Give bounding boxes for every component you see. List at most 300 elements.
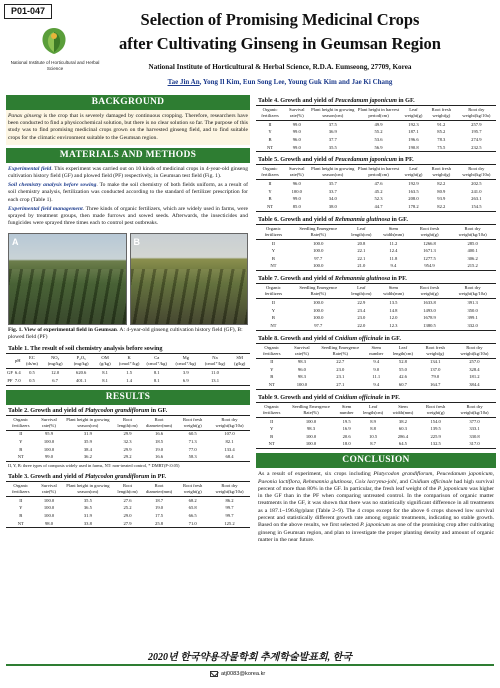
institute-logo-icon	[34, 24, 74, 58]
table-cell: 202.5	[471, 181, 482, 187]
table-6-title-species: Rehmannia glutinosa	[334, 215, 391, 223]
table-cell: GF	[7, 370, 13, 376]
table-cell: II	[271, 299, 275, 305]
column-header: Root diameter(mm)	[142, 415, 177, 430]
table-cell: 97.7	[291, 322, 346, 330]
table-row	[256, 196, 496, 204]
table-cell: 80.9	[437, 188, 446, 194]
table-cell: II	[271, 240, 275, 246]
background-heading: BACKGROUND	[6, 95, 250, 110]
table-cell: 100.0	[305, 418, 317, 424]
table-9-header-row	[256, 402, 496, 417]
table-cell: 11.2	[389, 240, 398, 246]
column-header: Na (cmol⁺/kg)	[201, 354, 230, 369]
column-header: Survival rate(%)	[284, 165, 310, 180]
table-cell: 0.5	[22, 377, 43, 385]
table-cell: 8.1	[102, 370, 108, 376]
table-cell: 23.0	[357, 315, 366, 321]
table-cell: 17.5	[155, 512, 164, 518]
table-cell: 71.3	[188, 439, 197, 445]
table-cell: 1.4	[116, 377, 143, 385]
table-cell: Y	[268, 188, 272, 194]
table-2-body	[6, 430, 250, 461]
table-row	[6, 520, 250, 528]
results-heading: RESULTS	[6, 390, 250, 405]
table-cell: 384.4	[453, 381, 496, 389]
table-cell: 257.0	[469, 359, 480, 365]
column-header: EC (ds/m)	[22, 354, 43, 369]
table-cell: 99.0	[36, 453, 63, 461]
table-cell: 34.0	[328, 196, 337, 202]
table-row	[256, 374, 496, 382]
column-header	[6, 354, 14, 369]
table-cell: 317.0	[453, 441, 496, 449]
column-header: Root fresh weight(g)	[176, 482, 209, 497]
table-cell: B	[268, 196, 272, 202]
conclusion-part-a: As a result of experiment, six crops including	[258, 471, 374, 478]
poster-title	[110, 8, 450, 56]
table-cell: 27.1	[316, 381, 364, 389]
table-cell: 263.1	[471, 196, 482, 202]
table-cell: 100.0	[43, 512, 55, 518]
column-header: Stem number	[335, 402, 359, 417]
table-row	[256, 307, 496, 315]
table-cell: 11.1	[372, 374, 381, 380]
table-cell: 49.9	[374, 121, 383, 127]
table-cell: 35.7	[328, 181, 337, 187]
table-cell: 98.0	[36, 520, 63, 528]
table-9-title	[256, 392, 496, 402]
table-9-grid	[256, 402, 496, 449]
table-7-title	[256, 273, 496, 283]
table-1-header-row	[6, 354, 250, 369]
table-cell: 1678.9	[423, 315, 436, 321]
column-header: Leaf length(cm)	[346, 284, 377, 299]
table-cell: 23.1	[336, 374, 345, 380]
table-row	[256, 381, 496, 389]
table-cell: 18.0	[335, 441, 359, 449]
table-cell: 100.0	[313, 299, 324, 305]
table-3-title-a: Table 3. Growth and yield of	[8, 473, 85, 480]
column-header: Survival rate(%)	[36, 482, 63, 497]
table-cell: 164.7	[418, 381, 453, 389]
table-5-title	[256, 154, 496, 164]
column-header: Ca (cmol⁺/kg)	[143, 354, 171, 369]
column-header: Stem width(mm)	[377, 284, 410, 299]
table-row	[256, 366, 496, 374]
column-header: Organic fertilizers	[256, 284, 291, 299]
table-6-header-row	[256, 224, 496, 239]
table-cell: NT	[256, 322, 291, 330]
table-cell: 99.0	[284, 144, 310, 152]
table-cell: 55.2	[374, 129, 383, 135]
table-cell: 328.4	[469, 366, 480, 372]
table-cell: 36.2	[62, 453, 113, 461]
conclusion-species-a: Platycodon grandiflorum, Peucedanum japonicum, Paeonia lactiflora, Rehmannia glutinosa, Coix lacryma-jobi	[258, 471, 495, 485]
table-5-grid	[256, 164, 496, 211]
table-9-title-a: Table 9. Growth and yield of	[258, 393, 335, 401]
table-cell: 7.0	[14, 377, 22, 385]
table-cell: Y	[269, 426, 274, 432]
table-5-body	[256, 180, 496, 211]
column-header: Stem number	[364, 343, 388, 358]
column-header: pH	[14, 354, 22, 369]
table-cell: 19.5	[342, 418, 351, 424]
table-cell: 85.0	[284, 203, 310, 211]
table-4-title-a: Table 4. Growth and yield of	[258, 97, 335, 104]
photo-label-a: A	[12, 237, 19, 248]
table-row	[6, 497, 250, 505]
table-row	[6, 446, 250, 454]
table-cell: 8.1	[153, 370, 160, 376]
table-cell: 29.9	[123, 446, 132, 452]
table-cell: 285.0	[467, 240, 478, 246]
table-cell: 33.7	[328, 188, 337, 194]
table-cell: 38.4	[83, 446, 92, 452]
table-cell: 3.9	[182, 370, 189, 376]
table-cell: 133.4	[224, 446, 235, 452]
table-cell: B	[270, 374, 274, 380]
table-5-title-species: Peucedanum japonicum	[334, 156, 397, 164]
table-cell: 82.2	[426, 203, 457, 211]
column-header: Root fresh weight(g)	[426, 165, 457, 180]
event-footer: 2020년 한국약용작물학회 추계학술발표회, 한국	[148, 652, 352, 663]
methods-paragraph-3	[8, 206, 248, 228]
methods-heading: MATERIALS AND METHODS	[6, 148, 250, 163]
table-cell: 306.2	[467, 255, 478, 261]
title-line-2: after Cultivating Ginseng in Geumsan Region	[119, 34, 441, 53]
column-header: Plant height in growing season(cm)	[310, 165, 357, 180]
table-cell: 107.0	[224, 431, 235, 437]
table-cell: NT	[256, 381, 288, 389]
column-header: Organic fertilizers	[256, 106, 284, 121]
column-header: Organic fertilizers	[6, 482, 36, 497]
column-header: Leaf weight(g)	[401, 165, 426, 180]
table-7-title-species: Rehmannia glutinosa	[334, 275, 391, 283]
table-row	[6, 512, 250, 520]
table-cell: 154.0	[430, 418, 441, 424]
column-header: Survival rate(%)	[36, 415, 63, 430]
column-header: Seedling Emergence Rate(%)	[287, 402, 334, 417]
contact-email[interactable]	[210, 671, 265, 677]
table-row	[256, 239, 496, 247]
column-header: Root dry weight(kg/10a)	[453, 402, 496, 417]
table-1-body	[6, 369, 250, 385]
table-cell: 11.8	[389, 255, 398, 261]
table-cell: 196.6	[408, 136, 419, 142]
table-cell: 6.7	[42, 377, 68, 385]
table-cell: 192.3	[408, 121, 419, 127]
table-cell: 22.7	[336, 359, 345, 365]
column-header: Root length(cm)	[113, 415, 141, 430]
column-header: SM (g/kg)	[229, 354, 250, 369]
table-cell: 85.2	[437, 129, 446, 135]
table-cell: II	[270, 359, 274, 365]
table-cell: 154.5	[457, 203, 496, 211]
table-7-header-row	[256, 284, 496, 299]
table-cell: 12.4	[389, 248, 398, 254]
table-5-header-row	[256, 165, 496, 180]
table-cell: 377.0	[469, 418, 480, 424]
table-row	[256, 425, 496, 433]
table-1-title: Table 1. The result of soil chemistry analysis before sowing	[8, 345, 163, 353]
table-row	[256, 358, 496, 366]
table-2	[6, 405, 250, 469]
table-row	[6, 377, 250, 385]
table-cell: 98.3	[306, 426, 315, 432]
table-cell: 181.2	[469, 374, 480, 380]
table-cell: II	[19, 431, 23, 437]
table-cell: 163.5	[408, 188, 419, 194]
table-row	[256, 144, 496, 152]
table-cell: 52.8	[398, 359, 407, 365]
table-cell: 99.0	[292, 121, 301, 127]
column-header: Root fresh weight(g)	[426, 106, 457, 121]
table-3-title-b: in PF.	[149, 473, 167, 480]
column-header: Plant height in harvest period(cm)	[356, 165, 401, 180]
table-cell: 96.0	[292, 136, 301, 142]
table-cell: 330.8	[469, 433, 480, 439]
methods-p1-body: . This experiment was carried out on 10 kinds of medicinal crops in 4-year-old ginseng cultivation history field (GF) and plowed field (PF) respectively, in Geumsan test field (Fig. 1).	[8, 165, 248, 180]
table-cell: 12.0	[51, 370, 60, 376]
table-3-header-row	[6, 482, 250, 497]
table-cell: 9.4	[377, 263, 410, 271]
conclusion-heading: CONCLUSION	[256, 453, 496, 468]
table-cell: 20.8	[357, 240, 366, 246]
column-header: Plant height in harvest period(cm)	[356, 106, 401, 121]
table-cell: 100.0	[291, 188, 302, 194]
table-4-grid	[256, 105, 496, 152]
table-cell: B	[268, 136, 272, 142]
table-cell: NT	[6, 520, 36, 528]
table-cell: 333.1	[469, 426, 480, 432]
table-cell: 29.0	[123, 512, 132, 518]
table-cell: 10.5	[369, 433, 378, 439]
table-cell: 16.9	[342, 426, 351, 432]
table-cell: 95.9	[44, 431, 54, 437]
column-header: NO₃ (mg/kg)	[42, 354, 68, 369]
table-row	[6, 438, 250, 446]
column-header: Root dry weight(kg/10a)	[449, 224, 496, 239]
table-cell: 35.5	[83, 497, 92, 503]
table-cell: 93.9	[437, 196, 446, 202]
table-cell: 391.3	[467, 299, 478, 305]
table-cell: 195.7	[471, 129, 482, 135]
table-cell: 65.8	[188, 505, 197, 511]
table-cell: 6.9	[171, 377, 201, 385]
column-header: Seedling Emergence Rate(%)	[291, 284, 346, 299]
column-header: Plant height in growing season(cm)	[62, 415, 113, 430]
table-cell: PF	[6, 377, 14, 385]
column-header: Stem width(mm)	[377, 224, 410, 239]
table-cell: 37.5	[328, 121, 337, 127]
table-cell: 23.0	[336, 366, 345, 372]
field-photo-plowed	[130, 233, 249, 325]
table-2-note: II, Y, B: three types of composts widely used in farms, NT: non-treated control, * DMRT(P<0.05)	[8, 463, 180, 468]
table-cell: 68.2	[188, 497, 197, 503]
table-2-title	[6, 405, 250, 415]
table-cell: 44.7	[356, 203, 401, 211]
table-cell: 16.6	[155, 431, 164, 437]
table-cell: 139.5	[430, 426, 441, 432]
table-row	[256, 441, 496, 449]
table-cell: 225.9	[430, 433, 441, 439]
table-cell: 27.6	[123, 497, 132, 503]
table-cell: Y	[271, 248, 276, 254]
column-header: Root fresh weight(g)	[410, 224, 449, 239]
table-6	[256, 214, 496, 271]
table-cell: 53.6	[374, 136, 383, 142]
table-cell: Y	[271, 307, 276, 313]
table-cell: 18.5	[155, 439, 164, 445]
table-cell: II	[268, 181, 272, 187]
table-6-body	[256, 239, 496, 270]
table-cell: 79.0	[431, 374, 440, 380]
methods-text	[6, 163, 250, 231]
table-row	[256, 299, 496, 307]
table-cell: 125.2	[209, 520, 250, 528]
table-cell: 100.0	[313, 307, 324, 313]
column-header: Root dry weight(kg/10a)	[457, 165, 496, 180]
table-cell: NT	[256, 144, 284, 152]
table-9-title-b: in PF.	[383, 393, 400, 401]
table-cell: 20.6	[342, 433, 351, 439]
table-cell: B	[19, 512, 23, 518]
table-cell: Y	[268, 129, 272, 135]
table-row	[256, 417, 496, 425]
table-8-title-a: Table 8. Growth and yield of	[258, 334, 335, 342]
table-9	[256, 392, 496, 449]
table-cell: 1493.0	[423, 307, 436, 313]
table-row	[256, 247, 496, 255]
column-header: Survival rate(%)	[288, 343, 317, 358]
table-6-title	[256, 214, 496, 224]
table-cell: 8.7	[359, 441, 388, 449]
table-cell: 100.0	[288, 381, 317, 389]
table-cell: B	[19, 446, 23, 452]
table-8-grid	[256, 343, 496, 390]
table-5-title-b: in PF.	[396, 156, 414, 164]
table-cell: 400.1	[467, 248, 478, 254]
table-cell: 8.9	[370, 418, 376, 424]
table-cell: 36.9	[328, 129, 337, 135]
column-header: Leaf length(cm)	[346, 224, 377, 239]
methods-p1-head: Experimental field	[8, 165, 52, 172]
column-header: Root dry weight(kg/10a)	[453, 343, 496, 358]
first-author: Tae Jin An	[167, 78, 200, 86]
methods-paragraph-2	[8, 182, 248, 204]
table-2-header-row	[6, 415, 250, 430]
column-header: Organic fertilizers	[256, 343, 288, 358]
table-2-title-a: Table 2. Growth and yield of	[8, 406, 85, 414]
table-cell: 257.9	[471, 121, 482, 127]
column-header: Leaf length(cm)	[388, 343, 417, 358]
table-row	[256, 314, 496, 322]
conclusion-species-b: Cnidium officinale	[409, 478, 453, 485]
table-cell: 19.0	[155, 446, 164, 452]
conclusion-part-e: as one of the promising crop after cultivating ginseng in Geumsan region, and plan to investigate the proper planting density and amount of organic matter in the near future.	[258, 522, 494, 543]
table-cell: 19.0	[155, 505, 164, 511]
table-cell: 100.0	[313, 315, 324, 321]
table-cell: B	[270, 433, 274, 439]
table-cell: Y	[19, 505, 23, 511]
table-row	[6, 453, 250, 461]
table-cell: 241.0	[471, 188, 482, 194]
table-cell: 21.0	[346, 263, 377, 271]
table-cell: 98.3	[297, 359, 306, 365]
table-cell: 399.1	[467, 315, 478, 321]
table-cell: 401.1	[68, 377, 94, 385]
column-header: Plant height in growing season(cm)	[62, 482, 113, 497]
column-header: Organic fertilizers	[256, 224, 291, 239]
column-header: Leaf length(cm)	[359, 402, 388, 417]
column-header: Root fresh weight(g)	[176, 415, 209, 430]
table-8-body	[256, 358, 496, 389]
table-8	[256, 333, 496, 390]
column-header: Leaf weight(g)	[401, 106, 426, 121]
column-header: Seedling Emergence Rate(%)	[291, 224, 346, 239]
table-cell: 31.9	[83, 431, 92, 437]
column-header: Seedling Emergence Rate(%)	[316, 343, 364, 358]
affiliation: National Institute of Horticultural & Herbal Science, R.D.A. Eumseong, 27709, Korea	[148, 63, 412, 71]
methods-p2-head: Soil chemistry analysis before sowing	[8, 182, 97, 189]
methods-p3-head: Experimental field management	[8, 205, 83, 212]
table-cell: 18.7	[155, 497, 164, 503]
table-cell: 25.2	[123, 505, 132, 511]
table-cell: 99.0	[292, 129, 301, 135]
table-cell: 8.8	[370, 426, 376, 432]
table-cell: 99.7	[225, 512, 234, 518]
table-cell: 31.9	[83, 512, 92, 518]
table-cell: 1266.8	[423, 240, 436, 246]
left-column	[6, 95, 250, 530]
table-cell: 100.0	[43, 497, 55, 503]
column-header: Mg (cmol⁺/kg)	[171, 354, 201, 369]
table-row	[256, 121, 496, 129]
table-cell: 137.0	[430, 366, 441, 372]
figure-caption-body: . A: 4-year-old ginseng cultivation history field (GF), B: plowed field (PF)	[8, 327, 243, 341]
table-cell: 86.2	[225, 497, 234, 503]
table-cell: 47.6	[374, 181, 383, 187]
table-7-title-a: Table 7. Growth and yield of	[258, 275, 335, 283]
table-cell: 100.0	[43, 505, 55, 511]
table-cell: 100.0	[313, 248, 324, 254]
table-cell: 22.0	[346, 322, 377, 330]
table-cell: 33.8	[62, 520, 113, 528]
table-cell: 99.7	[225, 505, 234, 511]
table-row	[256, 255, 496, 263]
conclusion-species-c: P. japonicum	[437, 485, 468, 492]
table-cell	[229, 377, 250, 385]
figure-caption	[6, 327, 250, 341]
table-cell	[229, 369, 250, 377]
table-8-title	[256, 333, 496, 343]
table-cell: 36.5	[83, 505, 92, 511]
poster-code: P01-047	[4, 4, 52, 19]
table-5	[256, 154, 496, 211]
table-8-title-b: in GF.	[383, 334, 401, 342]
table-cell: NT	[256, 263, 291, 271]
field-photos	[8, 233, 248, 325]
authors	[100, 78, 460, 86]
table-cell: 22.1	[357, 248, 366, 254]
column-header: Survival rate(%)	[284, 106, 310, 121]
footer-divider	[6, 664, 494, 666]
email-text[interactable]: atj0083@korea.kr	[221, 671, 266, 677]
column-header: P₂O₅ (mg/kg)	[68, 354, 94, 369]
field-photo-ginseng	[8, 233, 127, 325]
table-cell: 286.4	[397, 433, 409, 439]
